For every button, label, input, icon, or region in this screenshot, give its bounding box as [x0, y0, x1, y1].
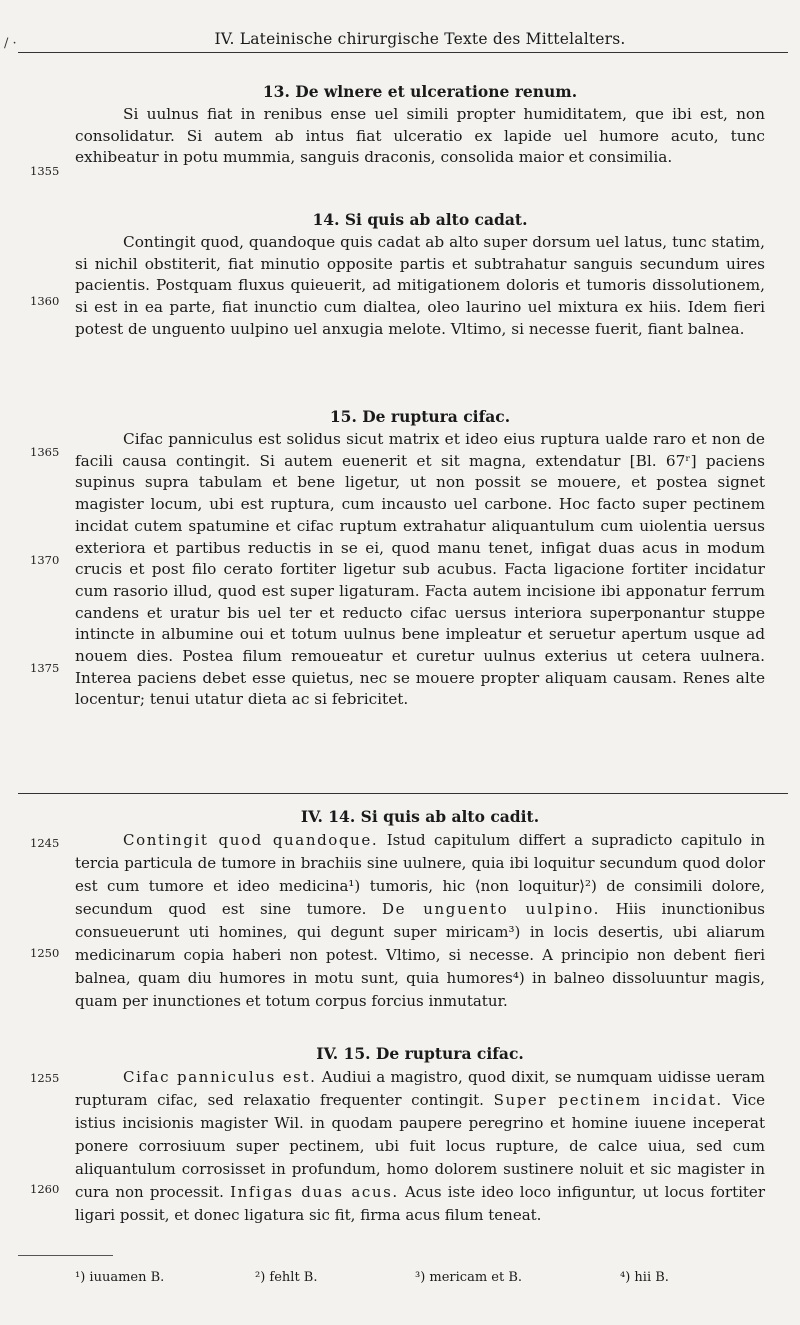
- footnote-1: ¹) iuuamen B.: [75, 1270, 165, 1285]
- line-number: 1260: [30, 1182, 60, 1196]
- section-14: [75, 208, 765, 341]
- footnote-4: ⁴) hii B.: [620, 1270, 669, 1285]
- line-number: 1245: [30, 836, 60, 850]
- section-15: [75, 405, 765, 711]
- commentary-15-body-2: Vice istius incisionis magister Wil. in quodam paupere peregrino et homine iuuene inceperat ponere corrosiuum super pectinem, ubi fuit locus rupture, de calce uiua, sed cum aliquantulum corrosisset in profundum, homo dolorem sustinere noluit et sic magister in cura non processit.: [75, 1091, 765, 1201]
- line-number: 1360: [30, 294, 60, 308]
- commentary-14: [75, 805, 765, 1013]
- section-13-text: [75, 104, 765, 169]
- section-14-body: Contingit quod, quandoque quis cadat ab alto super dorsum uel latus, tunc statim, si nichil obstiterit, fiat minutio opposite partis et subtrahatur sanguis secundum uires pacientis. Postquam fluxus quieuerit, ad mitigationem doloris et tumoris dissolutionem, si est in ea parte, fiat inunctio cum dialtea, oleo laurino uel mixtura ex hiis. Idem fieri potest de unguento uulpino uel anxugia melote. Vltimo, si necesse fuerit, fiant balnea.: [75, 233, 765, 338]
- line-number: 1375: [30, 661, 60, 675]
- footnote-3: ³) mericam et B.: [415, 1270, 523, 1285]
- footnote-2: ²) fehlt B.: [255, 1270, 318, 1285]
- line-number: 1365: [30, 445, 60, 459]
- commentary-15-body-3: Acus iste ideo loco infiguntur, ut locus fortiter ligari possit, et donec ligatura sic fit, firma acus filum teneat.: [75, 1183, 765, 1224]
- footnote-rule: [18, 1255, 113, 1256]
- header-rule: [18, 52, 788, 53]
- margin-mark: / ·: [4, 36, 17, 51]
- commentary-15-heading: IV. 15. De ruptura cifac.: [316, 1044, 524, 1063]
- commentary-14-lemma-1: Contingit quod quandoque.: [123, 831, 379, 849]
- running-head: IV. Lateinische chirurgische Texte des Mittelalters.: [214, 30, 626, 48]
- section-13-heading: 13. De wlnere et ulceratione renum.: [262, 82, 578, 101]
- commentary-15-lemma-2: Super pectinem incidat.: [493, 1091, 723, 1109]
- commentary-15-lemma-1: Cifac panniculus est.: [123, 1068, 317, 1086]
- line-number: 1255: [30, 1071, 60, 1085]
- section-14-text: [75, 232, 765, 341]
- line-number: 1355: [30, 164, 60, 178]
- commentary-15: [75, 1042, 765, 1227]
- section-15-heading: 15. De ruptura cifac.: [329, 407, 511, 426]
- commentary-15-text: [75, 1066, 765, 1227]
- commentary-15-lemma-3: Infigas duas acus.: [230, 1183, 399, 1201]
- section-13-body: Si uulnus fiat in renibus ense uel simili propter humiditatem, que ibi est, non consolidatur. Si autem ab intus fiat ulceratio ex lapide uel humore acuto, tunc exhibeatur in potu mummia, sanguis draconis, consolida maior et consimilia.: [75, 105, 765, 167]
- commentary-14-heading: IV. 14. Si quis ab alto cadit.: [300, 807, 540, 826]
- commentary-14-body-1: Istud capitulum differt a supradicto capitulo in tercia particula de tumore in brachiis sine uulnere, quia ibi loquitur secundum quod dolor est cum tumore et ideo medicina¹) tumoris, hic ⟨non loquitur⟩²) de consimili dolore, secundum quod est sine tumore.: [75, 831, 765, 918]
- section-15-body: Cifac panniculus est solidus sicut matrix et ideo eius ruptura ualde raro et non de facili causa contingit. Si autem euenerit et sit magna, extendatur [Bl. 67ʳ] paciens supinus supra tabulam et bene ligetur, ut non possit se mouere, et postea signet magister locum, ubi est ruptura, cum incausto uel carbone. Hoc facto super pectinem incidat cutem spatumine et cifac ruptum extrahatur aliquantulum cum uiolentia uersus exteriora et partibus reductis in se ei, quod manu tenet, infigat duas acus in modum crucis et post filo cerato fortiter ligetur sub acubus. Facta ligacione fortiter incidatur cum rasorio illud, quod est super ligaturam. Facta autem incisione ibi apponatur ferrum candens et uratur bis uel ter et reducto cifac uersus interiora superponantur stuppe intincte in albumine oui et totum uulnus bene impleatur et seruetur apertum usque ad nouem dies. Postea filum remoueatur et curetur uulnus exterius ut cetera uulnera. Interea paciens debet esse quietus, nec se mouere propter aliquam causam. Renes alte locentur; tenui utatur dieta ac si febricitet.: [75, 430, 765, 709]
- line-number: 1250: [30, 946, 60, 960]
- commentary-15-body-1: Audiui a magistro, quod dixit, se numquam uidisse ueram rupturam cifac, sed relaxatio frequenter contingit.: [75, 1068, 765, 1109]
- commentary-14-lemma-2: De unguento uulpino.: [382, 900, 600, 918]
- section-15-text: [75, 429, 765, 711]
- section-14-heading: 14. Si quis ab alto cadat.: [312, 210, 528, 229]
- commentary-14-text: [75, 829, 765, 1013]
- section-13: [75, 80, 765, 169]
- commentary-14-body-2: Hiis inunctionibus consueuerunt uti homines, qui degunt super miricam³) in locis desertis, ubi aliarum medicinarum copia haberi non potest. Vltimo, si necesse. A principio non debent fieri balnea, quam diu humores in motu sunt, quia humores⁴) in balneo dissoluuntur magis, quam per inunctiones et totum corpus forcius inmutatur.: [75, 900, 765, 1010]
- line-number: 1370: [30, 553, 60, 567]
- commentary-rule: [18, 793, 788, 794]
